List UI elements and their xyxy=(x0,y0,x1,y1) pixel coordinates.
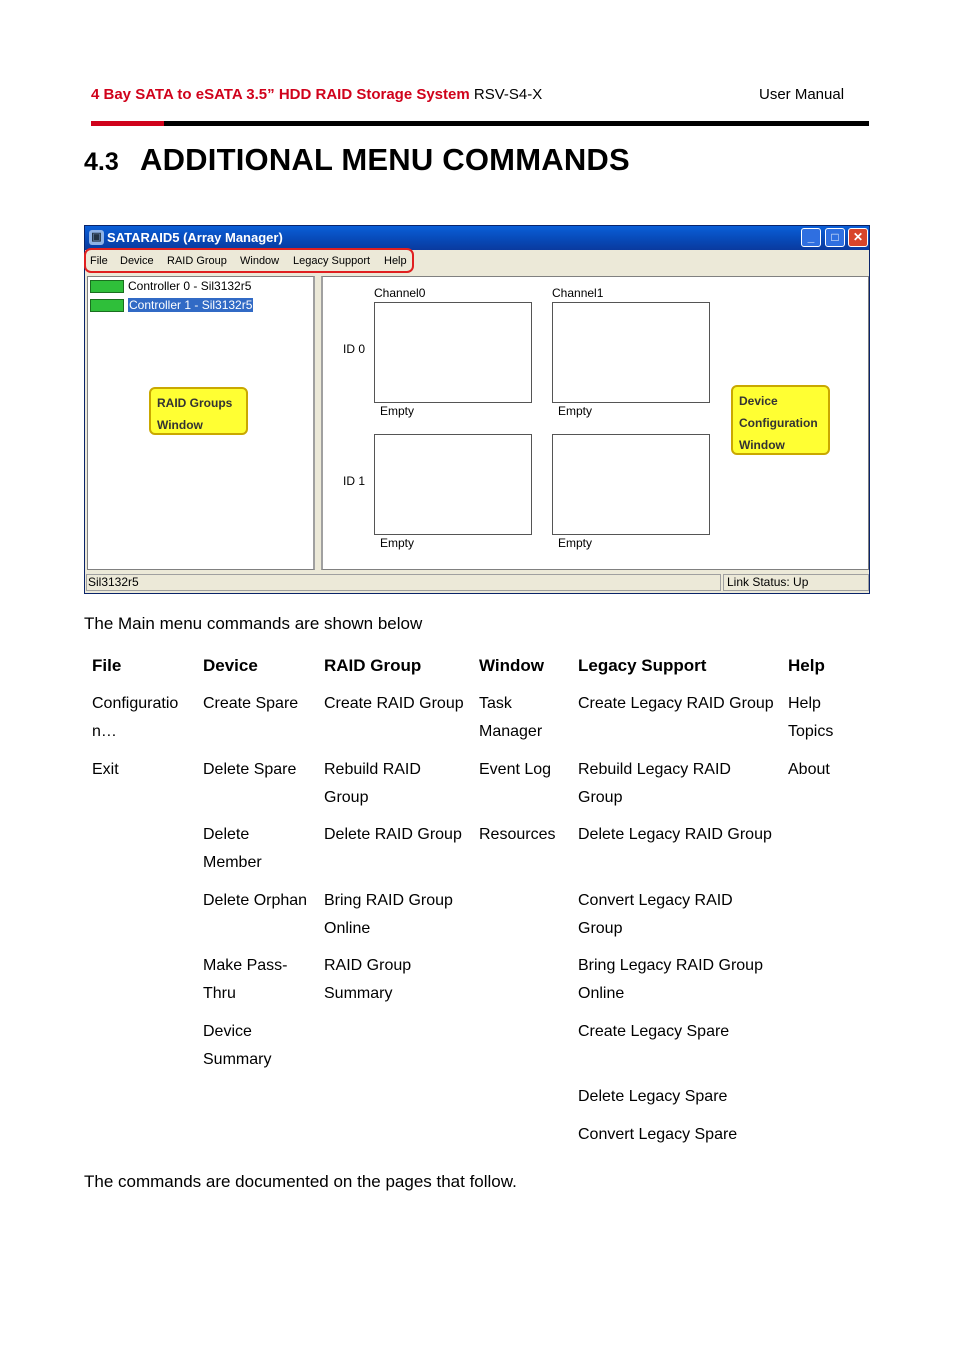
menu-device[interactable]: Device xyxy=(120,255,154,267)
raid-groups-pane xyxy=(87,276,315,570)
disk-slot[interactable] xyxy=(374,302,532,403)
controller-card-icon xyxy=(90,280,124,293)
menu-highlight-ring xyxy=(84,248,414,273)
table-cell: Delete Member xyxy=(203,826,262,871)
id-1-label: ID 1 xyxy=(343,474,366,488)
header-model: RSV-S4-X xyxy=(473,86,543,103)
table-cell: Event Log xyxy=(479,761,552,778)
app-screenshot xyxy=(84,225,870,594)
table-cell: Delete RAID Group xyxy=(324,826,462,843)
slot-status: Empty xyxy=(558,536,593,550)
table-cell: Task Manager xyxy=(479,695,543,740)
table-cell: Delete Legacy RAID Group xyxy=(578,826,772,843)
id-0-label: ID 0 xyxy=(343,342,366,356)
table-cell: RAID Group Summary xyxy=(324,957,412,1002)
window-title: SATARAID5 (Array Manager) xyxy=(107,230,283,245)
table-cell: Configuratio n… xyxy=(92,695,179,740)
table-cell: Bring RAID Group Online xyxy=(324,892,453,937)
header-rule-red xyxy=(91,121,164,126)
table-cell: Rebuild RAID Group xyxy=(324,761,421,806)
slot-status: Empty xyxy=(380,536,415,550)
note-line: Configuration xyxy=(739,416,818,430)
col-header-file: File xyxy=(92,656,122,675)
col-header-legacy-support: Legacy Support xyxy=(578,656,707,675)
disk-slot[interactable] xyxy=(552,434,710,535)
section-number: 4.3 xyxy=(84,148,119,176)
raid-groups-window-note xyxy=(149,387,248,435)
menu-help[interactable]: Help xyxy=(384,255,407,267)
slot-status: Empty xyxy=(380,404,415,418)
table-cell: Delete Orphan xyxy=(203,892,308,909)
table-cell: Exit xyxy=(92,761,119,778)
col-header-device: Device xyxy=(203,656,258,675)
menu-window[interactable]: Window xyxy=(240,255,280,267)
menu-legacy-support[interactable]: Legacy Support xyxy=(293,255,371,267)
header-doc-type: User Manual xyxy=(759,86,845,103)
intro-text: The Main menu commands are shown below xyxy=(84,614,423,633)
status-bar xyxy=(85,572,869,593)
table-cell: Convert Legacy RAID Group xyxy=(578,892,733,937)
table-cell: About xyxy=(788,761,830,778)
controller-0-label: Controller 0 - Sil3132r5 xyxy=(128,279,252,293)
app-icon: ▣ xyxy=(89,230,104,245)
table-cell: Delete Legacy Spare xyxy=(578,1088,728,1105)
menu-raid-group[interactable]: RAID Group xyxy=(167,255,227,267)
note-line: Device xyxy=(739,394,778,408)
disk-slot[interactable] xyxy=(552,302,710,403)
note-line: Window xyxy=(157,418,203,432)
header-rule-black xyxy=(164,121,869,126)
window-title-bar xyxy=(85,226,869,250)
channel-0-label: Channel0 xyxy=(374,286,426,300)
table-cell: Create RAID Group xyxy=(324,695,464,712)
header-product-line xyxy=(91,86,542,103)
controller-card-icon xyxy=(90,299,124,312)
table-cell: Device Summary xyxy=(203,1023,272,1068)
table-cell: Rebuild Legacy RAID Group xyxy=(578,761,731,806)
disk-slot[interactable] xyxy=(374,434,532,535)
table-cell: Bring Legacy RAID Group Online xyxy=(578,957,763,1002)
device-config-pane xyxy=(321,276,869,570)
table-cell: Create Spare xyxy=(203,695,299,712)
table-cell: Help Topics xyxy=(788,695,834,740)
table-cell: Delete Spare xyxy=(203,761,297,778)
col-header-raid-group: RAID Group xyxy=(324,656,422,675)
close-icon[interactable]: ✕ xyxy=(848,228,868,247)
status-link: Link Status: Up xyxy=(723,574,869,591)
maximize-icon[interactable]: □ xyxy=(825,228,845,247)
note-line: RAID Groups xyxy=(157,396,233,410)
col-header-window: Window xyxy=(479,656,544,675)
device-config-window-note xyxy=(731,385,830,455)
table-cell: Make Pass- Thru xyxy=(203,957,288,1002)
table-cell: Convert Legacy Spare xyxy=(578,1126,738,1143)
header-product: 4 Bay SATA to eSATA 3.5” HDD RAID Storage System xyxy=(91,86,470,103)
col-header-help: Help xyxy=(788,656,825,675)
controller-1-item[interactable] xyxy=(90,298,253,313)
note-line: Window xyxy=(739,438,785,452)
menu-file[interactable]: File xyxy=(90,255,108,267)
controller-0-item[interactable] xyxy=(90,279,251,294)
status-controller: Sil3132r5 xyxy=(86,574,721,591)
table-cell: Resources xyxy=(479,826,556,843)
outro-text: The commands are documented on the pages that follow. xyxy=(84,1172,517,1191)
minimize-icon[interactable]: _ xyxy=(801,228,821,247)
channel-1-label: Channel1 xyxy=(552,286,604,300)
table-cell: Create Legacy Spare xyxy=(578,1023,730,1040)
controller-1-label: Controller 1 - Sil3132r5 xyxy=(129,298,253,312)
slot-status: Empty xyxy=(558,404,593,418)
table-cell: Create Legacy RAID Group xyxy=(578,695,774,712)
section-title: ADDITIONAL MENU COMMANDS xyxy=(140,142,630,177)
